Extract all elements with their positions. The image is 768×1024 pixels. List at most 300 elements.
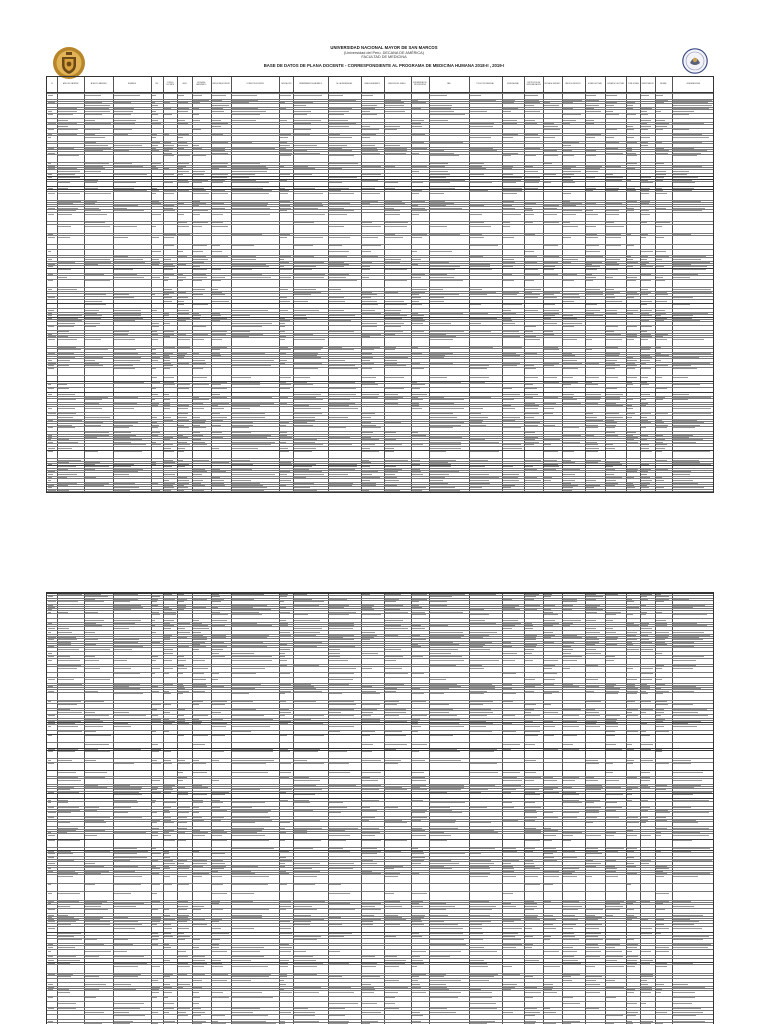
table-cell-text — [164, 909, 169, 910]
table-cell-text — [280, 620, 286, 621]
table-cell-text — [193, 924, 207, 925]
table-cell-text — [606, 174, 613, 175]
table-cell-text — [563, 735, 577, 736]
table-cell-text — [470, 237, 485, 238]
table-cell-text — [48, 137, 51, 138]
table-cell-text — [470, 95, 482, 96]
table-cell-text — [385, 601, 396, 602]
table-cell-text — [114, 649, 132, 650]
table-cell-text — [627, 259, 633, 260]
table-cell-text — [606, 269, 618, 270]
table-cell-text — [412, 368, 425, 369]
table-cell-text — [563, 339, 577, 340]
table-cell-text — [627, 715, 638, 716]
table-cell-text — [606, 245, 621, 246]
table-cell-text — [212, 960, 222, 961]
table-header-row — [47, 77, 713, 93]
table-cell-text — [114, 802, 138, 803]
table-cell-text — [294, 956, 313, 957]
table-cell-text — [193, 114, 199, 115]
table-cell-text — [544, 155, 558, 156]
table-cell-text — [212, 704, 225, 705]
table-cell-text — [627, 763, 633, 764]
table-cell-text — [525, 812, 537, 813]
table-cell-text — [656, 413, 668, 414]
table-cell-text — [656, 909, 665, 910]
table-cell-text — [212, 111, 225, 112]
table-cell-text — [503, 388, 513, 389]
table-row — [47, 762, 713, 763]
table-cell-text — [58, 120, 68, 121]
table-cell-text — [114, 145, 142, 146]
table-cell-text — [178, 408, 188, 409]
table-cell-text — [586, 980, 596, 981]
table-cell-text — [627, 399, 633, 400]
table-cell-text — [280, 310, 288, 311]
table-cell-text — [280, 326, 285, 327]
table-cell-text — [58, 956, 76, 957]
table-cell-text — [470, 951, 497, 952]
table-cell-text — [212, 802, 223, 803]
table-cell-text — [232, 966, 267, 967]
table-cell-text — [606, 939, 620, 940]
table-cell-text — [641, 289, 647, 290]
table-column-header: APELLIDO MATERNO — [90, 84, 107, 86]
table-cell-text — [430, 301, 444, 302]
table-row — [47, 651, 713, 652]
table-cell-text — [232, 947, 263, 948]
table-cell-text — [606, 835, 614, 836]
table-cell-text — [606, 297, 615, 298]
table-cell-text — [503, 120, 517, 121]
table-cell-text — [164, 323, 170, 324]
table-cell-text — [606, 427, 614, 428]
table-cell-text — [470, 368, 487, 369]
table-row — [47, 618, 713, 619]
table-cell-text — [673, 413, 712, 414]
table-cell-text — [385, 301, 404, 302]
table-cell-text — [329, 840, 346, 841]
table-cell-text — [362, 1003, 377, 1004]
table-column-divider — [640, 77, 641, 492]
table-cell-text — [641, 835, 651, 836]
table-cell-text — [58, 960, 80, 961]
table-cell-text — [412, 474, 424, 475]
table-cell-text — [470, 304, 482, 305]
table-cell-text — [656, 924, 664, 925]
table-cell-text — [656, 226, 662, 227]
table-cell-text — [178, 384, 189, 385]
table-cell-text — [85, 95, 100, 96]
table-cell-text — [294, 628, 322, 629]
table-cell-text — [152, 1012, 159, 1013]
table-cell-text — [503, 226, 510, 227]
table-row — [47, 932, 713, 933]
table-cell-text — [586, 171, 598, 172]
table-column-header: AÑOS DE SERVICIO — [565, 84, 581, 86]
table-row — [47, 255, 713, 256]
table-cell-text — [641, 427, 646, 428]
table-cell-text — [544, 928, 556, 929]
table-cell-text — [606, 237, 620, 238]
table-cell-text — [280, 712, 291, 713]
table-cell-text — [641, 744, 652, 745]
table-cell-text — [385, 980, 400, 981]
table-cell-text — [193, 1015, 201, 1016]
table-cell-text — [656, 704, 668, 705]
table-cell-text — [470, 1008, 497, 1009]
table-cell-text — [412, 384, 426, 385]
table-cell-text — [362, 744, 373, 745]
table-cell-text — [85, 408, 101, 409]
table-cell-text — [362, 129, 379, 130]
table-cell-text — [329, 704, 356, 705]
table-cell-text — [430, 656, 462, 657]
table-cell-text — [586, 649, 596, 650]
table-cell-text — [641, 193, 649, 194]
table-cell-text — [294, 951, 305, 952]
table-cell-text — [673, 427, 695, 428]
table-cell-text — [656, 237, 664, 238]
table-cell-text — [164, 1003, 174, 1004]
table-cell-text — [586, 780, 599, 781]
table-cell-text — [503, 280, 514, 281]
table-row — [47, 200, 713, 201]
table-cell-text — [152, 614, 160, 615]
table-cell-text — [544, 632, 553, 633]
table-cell-text — [164, 259, 171, 260]
table-cell-text — [503, 174, 513, 175]
table-cell-text — [606, 1015, 623, 1016]
table-cell-text — [294, 966, 317, 967]
table-cell-text — [152, 909, 159, 910]
table-cell-text — [544, 620, 555, 621]
table-cell-text — [164, 237, 174, 238]
table-cell-text — [641, 259, 647, 260]
table-cell-text — [193, 277, 207, 278]
table-cell-text — [362, 394, 379, 395]
table-row — [47, 438, 713, 439]
table-cell-text — [164, 760, 171, 761]
table-cell-text — [563, 980, 573, 981]
table-cell-text — [385, 269, 407, 270]
table-row — [47, 381, 713, 382]
table-cell-text — [525, 251, 534, 252]
table-cell-text — [85, 726, 103, 727]
table-cell-text — [412, 780, 426, 781]
table-row — [47, 1019, 713, 1020]
table-cell-text — [430, 120, 448, 121]
table-cell-text — [329, 214, 347, 215]
table-cell-text — [525, 339, 540, 340]
table-cell-text — [673, 715, 709, 716]
table-row — [47, 598, 713, 599]
table-cell-text — [329, 802, 344, 803]
table-cell-text — [178, 928, 189, 929]
table-cell-text — [503, 259, 514, 260]
table-cell-text — [503, 939, 521, 940]
table-cell-text — [193, 427, 206, 428]
table-cell-text — [114, 693, 142, 694]
table-cell-text — [673, 259, 701, 260]
table-cell-text — [193, 480, 203, 481]
table-cell-text — [85, 712, 95, 713]
table-cell-text — [412, 893, 427, 894]
table-cell-text — [586, 451, 598, 452]
table-cell-text — [114, 269, 132, 270]
table-cell-text — [606, 111, 613, 112]
table-cell-text — [430, 399, 464, 400]
table-cell-text — [627, 1012, 638, 1013]
table-cell-text — [606, 744, 616, 745]
table-cell-text — [294, 384, 313, 385]
table-cell-text — [525, 384, 532, 385]
table-cell-text — [164, 947, 171, 948]
table-cell-text — [470, 222, 484, 223]
table-cell-text — [586, 310, 601, 311]
table-cell-text — [430, 251, 452, 252]
table-cell-text — [412, 992, 427, 993]
table-cell-text — [673, 780, 702, 781]
table-cell-text — [58, 731, 81, 732]
table-cell-text — [164, 480, 169, 481]
table-cell-text — [525, 760, 536, 761]
table-cell-text — [114, 884, 141, 885]
table-cell-text — [412, 1015, 423, 1016]
table-cell-text — [178, 876, 187, 877]
table-cell-text — [232, 928, 254, 929]
table-cell-text — [280, 822, 290, 823]
table-cell-text — [85, 310, 98, 311]
table-cell-text — [178, 339, 190, 340]
table-cell-text — [586, 277, 597, 278]
table-cell-text — [58, 772, 76, 773]
table-cell-text — [48, 394, 52, 395]
table-cell-text — [294, 960, 316, 961]
table-cell-text — [627, 614, 633, 615]
table-cell-text — [385, 210, 400, 211]
table-cell-text — [412, 760, 426, 761]
table-cell-text — [385, 906, 403, 907]
table-cell-text — [656, 726, 664, 727]
table-cell-text — [586, 853, 602, 854]
table-cell-text — [503, 628, 512, 629]
table-cell-text — [85, 632, 94, 633]
table-cell-text — [586, 976, 603, 977]
table-cell-text — [412, 835, 426, 836]
table-cell-text — [193, 280, 202, 281]
table-cell-text — [178, 660, 185, 661]
table-cell-text — [232, 474, 275, 475]
table-cell-text — [48, 884, 51, 885]
table-cell-text — [385, 360, 398, 361]
table-cell-text — [329, 280, 357, 281]
table-cell-text — [212, 835, 223, 836]
table-cell-text — [178, 772, 183, 773]
table-cell-text — [193, 129, 201, 130]
table-cell-text — [544, 377, 557, 378]
table-cell-text — [193, 174, 204, 175]
table-cell-text — [164, 474, 175, 475]
table-cell-text — [627, 326, 637, 327]
table-cell-text — [48, 853, 55, 854]
table-cell-text — [280, 884, 287, 885]
table-cell-text — [606, 210, 619, 211]
table-cell-text — [232, 259, 256, 260]
table-cell-text — [430, 715, 457, 716]
table-cell-text — [280, 174, 290, 175]
table-cell-text — [193, 251, 203, 252]
table-cell-text — [673, 399, 688, 400]
table-cell-text — [627, 1015, 636, 1016]
table-cell-text — [193, 245, 207, 246]
table-cell-text — [563, 835, 574, 836]
table-row — [47, 664, 713, 665]
table-cell-text — [673, 111, 695, 112]
table-cell-text — [525, 884, 540, 885]
table-cell-text — [232, 726, 270, 727]
table-cell-text — [212, 339, 222, 340]
table-cell-text — [85, 304, 106, 305]
table-cell-text — [656, 480, 664, 481]
table-cell-text — [586, 966, 596, 967]
table-cell-text — [58, 289, 76, 290]
table-row — [47, 700, 713, 701]
table-cell-text — [48, 632, 51, 633]
table-cell-text — [525, 269, 537, 270]
table-cell-text — [193, 408, 204, 409]
table-cell-text — [178, 111, 188, 112]
table-cell-text — [58, 388, 68, 389]
table-cell-text — [503, 444, 521, 445]
table-cell-text — [627, 384, 633, 385]
table-cell-text — [563, 226, 578, 227]
table-cell-text — [294, 840, 321, 841]
table-cell-text — [58, 394, 75, 395]
table-cell-text — [114, 310, 141, 311]
table-cell-text — [412, 323, 424, 324]
faculty-data-table-page-1 — [46, 76, 714, 493]
table-cell-text — [193, 715, 208, 716]
table-cell-text — [114, 451, 142, 452]
table-cell-text — [430, 601, 447, 602]
table-cell-text — [193, 704, 199, 705]
table-cell-text — [586, 448, 599, 449]
table-cell-text — [641, 693, 647, 694]
table-cell-text — [48, 947, 53, 948]
table-cell-text — [606, 951, 622, 952]
table-cell-text — [430, 649, 457, 650]
table-cell-text — [385, 259, 401, 260]
table-cell-text — [212, 105, 229, 106]
table-cell-text — [212, 947, 220, 948]
table-cell-text — [294, 802, 310, 803]
table-cell-text — [656, 992, 661, 993]
table-cell-text — [58, 269, 70, 270]
table-cell-text — [470, 269, 492, 270]
table-cell-text — [525, 704, 535, 705]
table-cell-text — [470, 182, 492, 183]
table-cell-text — [48, 339, 55, 340]
table-cell-text — [412, 237, 423, 238]
table-cell-text — [232, 997, 272, 998]
table-cell-text — [212, 251, 222, 252]
table-cell-text — [641, 928, 651, 929]
table-cell-text — [412, 388, 421, 389]
table-cell-text — [563, 474, 575, 475]
table-cell-text — [280, 984, 286, 985]
table-cell-text — [362, 751, 372, 752]
table-cell-text — [164, 997, 168, 998]
table-cell-text — [152, 620, 156, 621]
table-cell-text — [212, 992, 223, 993]
table-cell-text — [280, 474, 287, 475]
table-cell-text — [329, 226, 344, 227]
table-cell-text — [430, 444, 461, 445]
table-cell-text — [329, 408, 359, 409]
table-cell-text — [85, 620, 104, 621]
table-cell-text — [178, 145, 187, 146]
table-cell-text — [586, 928, 599, 929]
table-cell-text — [656, 360, 661, 361]
table-cell-text — [641, 417, 647, 418]
table-cell-text — [329, 145, 347, 146]
table-cell-text — [430, 679, 445, 680]
table-cell-text — [329, 399, 350, 400]
table-cell-text — [58, 155, 79, 156]
table-cell-text — [503, 310, 511, 311]
table-cell-text — [412, 715, 427, 716]
table-column-header: TOTAL HORAS — [627, 84, 639, 86]
table-cell-text — [280, 840, 285, 841]
table-cell-text — [164, 660, 172, 661]
table-cell-text — [329, 909, 356, 910]
table-cell-text — [48, 763, 54, 764]
table-cell-text — [212, 876, 222, 877]
table-cell-text — [525, 297, 537, 298]
table-cell-text — [58, 712, 81, 713]
table-cell-text — [430, 1012, 456, 1013]
table-cell-text — [114, 668, 131, 669]
table-cell-text — [563, 301, 574, 302]
table-cell-text — [412, 193, 419, 194]
table-cell-text — [430, 997, 458, 998]
table-cell-text — [294, 120, 320, 121]
table-cell-text — [641, 237, 646, 238]
table-cell-text — [193, 259, 208, 260]
table-row — [47, 708, 713, 709]
table-cell-text — [232, 114, 259, 115]
table-cell-text — [152, 105, 158, 106]
table-cell-text — [563, 1003, 580, 1004]
table-cell-text — [385, 214, 400, 215]
table-cell-text — [294, 863, 319, 864]
table-cell-text — [48, 214, 54, 215]
table-cell-text — [212, 120, 222, 121]
table-cell-text — [294, 939, 316, 940]
table-cell-text — [606, 960, 616, 961]
table-cell-text — [563, 368, 579, 369]
table-row — [47, 913, 713, 914]
table-cell-text — [164, 114, 172, 115]
table-cell-text — [152, 966, 160, 967]
table-cell-text — [606, 997, 616, 998]
table-row — [47, 486, 713, 487]
table-column-header: UNIVERSIDAD DE PROCEDENCIA — [413, 83, 427, 86]
table-cell-text — [656, 120, 665, 121]
table-cell-text — [641, 222, 647, 223]
table-cell-text — [193, 620, 199, 621]
